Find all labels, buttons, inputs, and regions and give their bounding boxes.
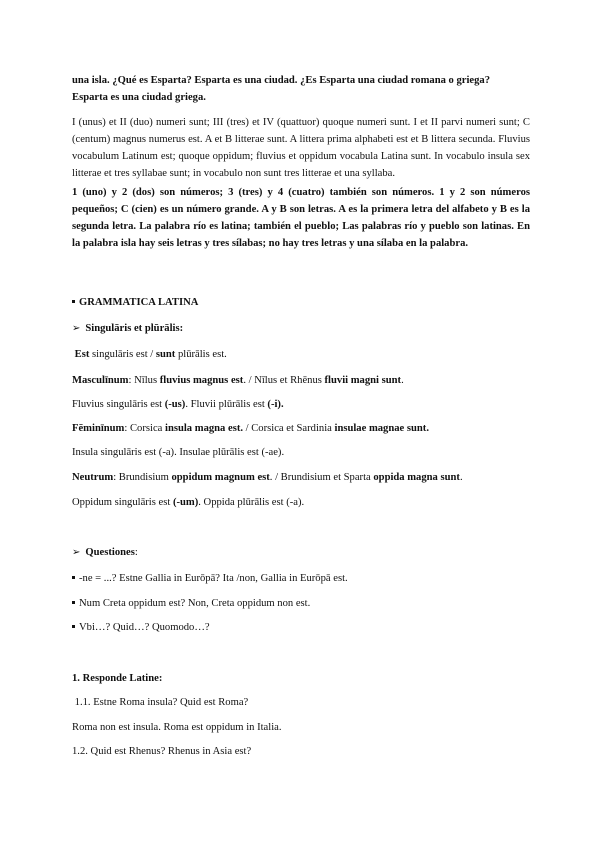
neut-b: oppidum magnum est — [171, 472, 270, 483]
masc-rule-b: (-us) — [164, 399, 186, 410]
fem-c: / Corsica et Sardinia — [243, 423, 335, 434]
feminine-label: Fēminīnum — [72, 423, 125, 434]
masc-d: fluvii magni sunt — [324, 375, 402, 386]
neut-c: . / Brundisium et Sparta — [269, 472, 374, 483]
est-mid: singulāris est / — [89, 349, 156, 360]
exercise-question-2: 1.2. Quid est Rhenus? Rhenus in Asia est? — [72, 746, 252, 757]
questions-heading — [72, 544, 530, 561]
bullet-icon — [72, 300, 75, 303]
arrow-bullet-icon: ➢ — [72, 547, 81, 558]
exercise-question-1-text: 1.1. Estne Roma insula? Quid est Roma? — [74, 697, 249, 708]
neuter-example — [72, 469, 530, 486]
questions-heading-text: Questiones — [85, 547, 135, 558]
exercise-heading: 1. Responde Latine: — [72, 673, 163, 684]
masc-rule-d: (-i). — [267, 399, 284, 410]
spanish-paragraph: 1 (uno) y 2 (dos) son números; 3 (tres) y 4 (cuatro) también son números. 1 y 2 son números pequeños; C (cien) es un número grande. A y B son letras. A es la primera letra del alfabeto y B es la segunda letra. La palabra río es latina; también el pueblo; Las palabras río y pueblo son latinas. En la palabra isla hay seis letras y tres sílabas; no hay tres letras y una sílaba en la palabra. — [72, 187, 530, 249]
neuter-label: Neutrum — [72, 472, 114, 483]
exercise-answer-1: Roma non est insula. Roma est oppidum in Italia. — [72, 722, 282, 733]
question-item-text: Num Creta oppidum est? Non, Creta oppidum non est. — [79, 598, 311, 609]
masculine-rule — [72, 396, 530, 413]
neut-e: . — [459, 472, 463, 483]
neut-d: oppida magna sunt — [373, 472, 460, 483]
masc-rule-c: . Fluvii plūrālis est — [185, 399, 268, 410]
exercise-question-1 — [72, 694, 530, 711]
neut-rule-b: (-um) — [172, 497, 199, 508]
bullet-icon — [72, 625, 75, 628]
neut-a: : Brundisium — [113, 472, 172, 483]
est-end: plūrālis est. — [175, 349, 227, 360]
question-item — [72, 570, 530, 587]
est-word: Est — [74, 349, 90, 360]
bullet-icon — [72, 601, 75, 604]
questions-colon: : — [134, 547, 138, 558]
grammar-subheading — [72, 320, 530, 337]
fem-b: insula magna est. — [165, 423, 243, 434]
masc-a: : Nīlus — [128, 375, 160, 386]
grammar-heading — [72, 294, 530, 311]
question-item — [72, 619, 530, 636]
est-sunt-line — [72, 346, 530, 363]
masc-c: . / Nīlus et Rhēnus — [243, 375, 325, 386]
arrow-bullet-icon: ➢ — [72, 323, 81, 334]
bullet-icon — [72, 576, 75, 579]
spanish-intro-line1: una isla. ¿Qué es Esparta? Esparta es una ciudad. ¿Es Esparta una ciudad romana o griega? — [72, 75, 491, 86]
fem-d: insulae magnae sunt. — [334, 423, 429, 434]
neuter-rule — [72, 494, 530, 511]
masculine-label: Masculīnum — [72, 375, 129, 386]
fem-a: : Corsica — [124, 423, 165, 434]
spanish-intro — [72, 72, 530, 106]
question-item-text: -ne = ...? Estne Gallia in Eurōpā? Ita /non, Gallia in Eurōpā est. — [79, 573, 348, 584]
masc-rule-a: Fluvius singulāris est — [72, 399, 165, 410]
question-item — [72, 595, 530, 612]
neut-rule-c: . Oppida plūrālis est (-a). — [198, 497, 305, 508]
sunt-word: sunt — [155, 349, 176, 360]
feminine-example — [72, 420, 530, 437]
masculine-example — [72, 372, 530, 389]
masc-b: fluvius magnus est — [159, 375, 244, 386]
neut-rule-a: Oppidum singulāris est — [72, 497, 173, 508]
grammar-subheading-text: Singulāris et plūrālis: — [85, 323, 184, 334]
masc-e: . — [401, 375, 404, 386]
spanish-intro-line2: Esparta es una ciudad griega. — [72, 92, 206, 103]
question-item-text: Vbi…? Quid…? Quomodo…? — [79, 622, 210, 633]
feminine-rule: Insula singulāris est (-a). Insulae plūrālis est (-ae). — [72, 447, 285, 458]
grammar-heading-text: GRAMMATICA LATINA — [79, 297, 199, 308]
latin-paragraph: I (unus) et II (duo) numeri sunt; III (tres) et IV (quattuor) quoque numeri sunt. I et II parvi numeri sunt; C (centum) magnus numerus est. A et B litterae sunt. A littera prima alphabeti est et B littera secunda. Fluvius vocabulum Latinum est; quoque oppidum; fluvius et oppidum vocabula Latina sunt. In vocabulo insula sex litterae et tres syllabae sunt; in vocabulo non sunt tres litterae et una syllaba. — [72, 117, 530, 179]
